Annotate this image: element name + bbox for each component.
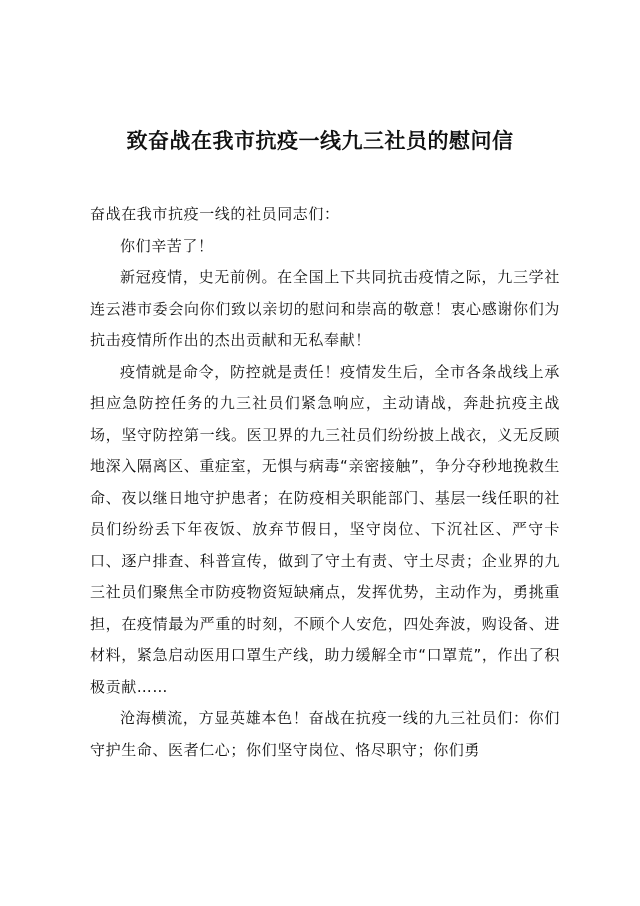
letter-paragraph: 你们辛苦了！	[120, 236, 214, 255]
letter-paragraph: 沧海横流，方显英雄本色！奋战在抗疫一线的九三社员们：你们守护生命、医者仁心；你们坚守岗位、恪尽职守；你们勇	[90, 709, 560, 759]
letter-body	[90, 199, 560, 766]
letter-title: 致奋战在我市抗疫一线九三社员的慰问信	[126, 128, 514, 153]
letter-paragraph: 新冠疫情，史无前例。在全国上下共同抗击疫情之际，九三学社连云港市委会向你们致以亲切的慰问和崇高的敬意！衷心感谢你们为抗击疫情所作出的杰出贡献和无私奉献！	[90, 268, 560, 349]
letter-paragraph: 疫情就是命令，防控就是责任！疫情发生后，全市各条战线上承担应急防控任务的九三社员们紧急响应，主动请战，奔赴抗疫主战场，坚守防控第一线。医卫界的九三社员们纷纷披上战衣，义无反顾地深入隔离区、重症室，无惧与病毒“亲密接触”，争分夺秒地挽救生命、夜以继日地守护患者；在防疫相关职能部门、基层一线任职的社员们纷纷丢下年夜饭、放弃节假日，坚守岗位、下沉社区、严守卡口、逐户排查、科普宣传，做到了守土有责、守土尽责；企业界的九三社员们聚焦全市防疫物资短缺痛点，发挥优势，主动作为，勇挑重担，在疫情最为严重的时刻，不顾个人安危，四处奔波，购设备、进材料，紧急启动医用口罩生产线，助力缓解全市“口罩荒”，作出了积极贡献……	[90, 362, 560, 696]
letter-salutation: 奋战在我市抗疫一线的社员同志们：	[90, 205, 340, 223]
